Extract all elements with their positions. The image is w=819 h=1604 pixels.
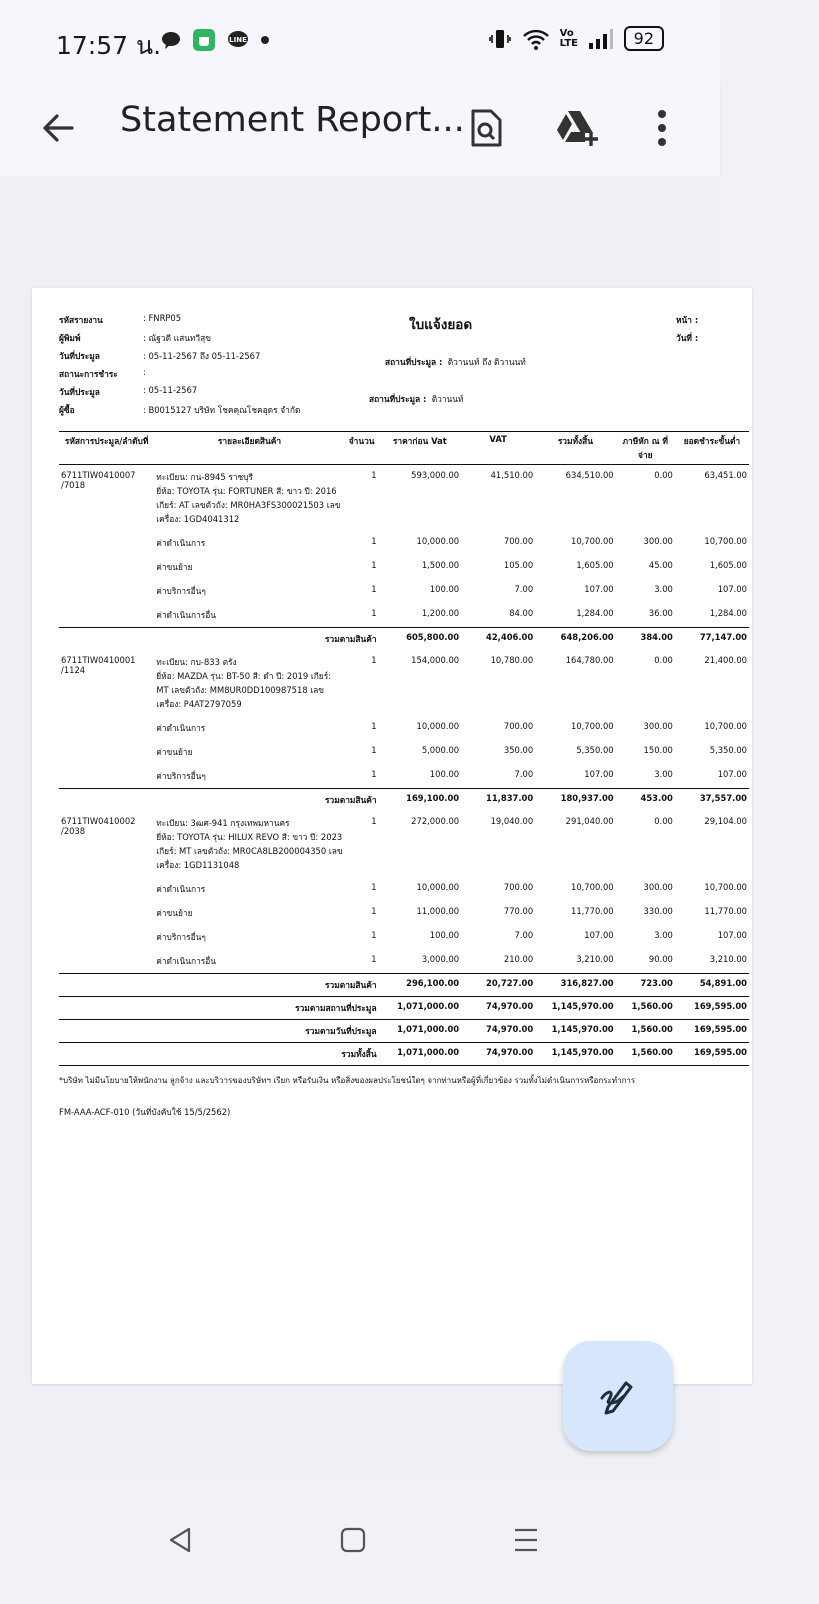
column-header: ยอดชำระขั้นต่ำ — [675, 432, 749, 465]
column-header: รายละเอียดสินค้า — [154, 432, 344, 465]
line-app-icon — [226, 28, 250, 52]
vehicle-description-cell: ทะเบียน: 3ฒศ-941 กรุงเทพมหานคร ยี่ห้อ: TOYOTA รุ่น: HILUX REVO สี: ขาว ปี: 2023 เกียร์: MT เลขตัวถัง: MR0CA8LB200004350 เลขเครื่อง: 1GD1131048 — [156, 818, 343, 870]
subtotal-label: รวมตามสินค้า — [59, 789, 379, 812]
amount-cell: 107.00 — [717, 584, 747, 594]
amount-cell: 5,350.00 — [576, 745, 614, 755]
notification-icons — [160, 28, 270, 52]
amount-cell: 10,700.00 — [704, 882, 747, 892]
location-range — [385, 355, 526, 369]
vibrate-icon — [488, 27, 512, 51]
auction-code-cell: 6711TIW0410002 /2038 — [61, 816, 136, 836]
auction-date: : 05-11-2567 ถึง 05-11-2567 — [143, 351, 261, 361]
shop-app-icon — [192, 28, 216, 52]
svg-text:LINE: LINE — [229, 36, 247, 44]
payment-status: : — [143, 367, 146, 377]
amount-cell: 1 — [371, 769, 377, 779]
wifi-icon — [522, 27, 550, 51]
location-range-label: สถานที่ประมูล : — [385, 357, 443, 367]
subtotal-amount: 54,891.00 — [675, 974, 749, 997]
amount-cell: 1,284.00 — [709, 608, 747, 618]
total-label: รวมทั้งสิ้น — [59, 1043, 379, 1066]
report-title: ใบแจ้งยอด — [409, 317, 473, 333]
amount-cell: 1,200.00 — [421, 608, 460, 618]
nav-recents-button[interactable] — [496, 1510, 556, 1570]
subtotal-amount: 316,827.00 — [535, 974, 615, 997]
amount-cell: 3,210.00 — [576, 954, 614, 964]
report-code-label: รหัสรายงาน — [59, 315, 103, 325]
status-bar — [0, 0, 720, 80]
amount-cell: 107.00 — [584, 769, 614, 779]
amount-cell: 10,000.00 — [416, 721, 460, 731]
fee-name-cell: ค่าดำเนินการ — [156, 884, 206, 894]
subtotal-amount: 605,800.00 — [379, 628, 462, 651]
subtotal-amount: 37,557.00 — [675, 789, 749, 812]
amount-cell: 350.00 — [503, 745, 534, 755]
report-content — [59, 313, 819, 1119]
amount-cell: 5,350.00 — [709, 745, 747, 755]
subtotal-amount: 180,937.00 — [535, 789, 615, 812]
amount-cell: 90.00 — [648, 954, 673, 964]
column-header: รวมทั้งสิ้น — [535, 432, 615, 465]
fee-row — [59, 716, 749, 740]
auction-date2: : 05-11-2567 — [143, 385, 198, 395]
fee-row — [59, 555, 749, 579]
empty-cell — [59, 716, 154, 740]
amount-cell: 100.00 — [429, 769, 460, 779]
amount-cell: 1 — [371, 536, 377, 546]
total-amount: 1,560.00 — [616, 1043, 675, 1066]
fee-name-cell: ค่าดำเนินการ — [156, 538, 206, 548]
table-body — [59, 465, 749, 1066]
document-title: Statement Report... — [120, 100, 465, 140]
total-amount: 74,970.00 — [461, 1043, 535, 1066]
amount-cell: 1 — [371, 721, 377, 731]
more-options-button[interactable] — [636, 102, 688, 154]
amount-cell: 1 — [371, 608, 377, 618]
empty-cell — [59, 949, 154, 974]
fee-name-cell: ค่าบริการอื่นๆ — [156, 932, 206, 942]
amount-cell: 100.00 — [429, 930, 460, 940]
fee-row — [59, 877, 749, 901]
amount-cell: 36.00 — [648, 608, 673, 618]
fee-name-cell: ค่าดำเนินการอื่น — [156, 956, 217, 966]
pdf-viewer[interactable] — [0, 176, 747, 1516]
page-label: หน้า : — [676, 315, 699, 325]
battery-indicator: 92 — [624, 26, 664, 51]
amount-cell: 10,700.00 — [704, 721, 747, 731]
fee-row — [59, 740, 749, 764]
subtotal-label: รวมตามสินค้า — [59, 974, 379, 997]
back-button[interactable] — [34, 104, 82, 152]
amount-cell: 1,605.00 — [709, 560, 747, 570]
amount-cell: 11,770.00 — [704, 906, 747, 916]
amount-cell: 5,000.00 — [421, 745, 460, 755]
fee-name-cell: ค่าดำเนินการ — [156, 723, 206, 733]
subtotal-amount: 20,727.00 — [461, 974, 535, 997]
amount-cell: 1 — [371, 584, 377, 594]
subtotal-amount: 648,206.00 — [535, 628, 615, 651]
total-amount: 1,071,000.00 — [379, 997, 462, 1020]
auction-date2-label: วันที่ประมูล — [59, 387, 100, 397]
location — [369, 392, 464, 406]
amount-cell: 0.00 — [654, 816, 673, 826]
amount-cell: 107.00 — [584, 930, 614, 940]
amount-cell: 3.00 — [654, 584, 673, 594]
fee-name-cell: ค่าขนย้าย — [156, 747, 193, 757]
empty-cell — [59, 901, 154, 925]
amount-cell: 63,451.00 — [704, 470, 747, 480]
drive-add-icon — [555, 108, 601, 148]
amount-cell: 100.00 — [429, 584, 460, 594]
menu-lines-icon — [511, 1525, 541, 1555]
buyer-label: ผู้ซื้อ — [59, 405, 75, 415]
dot-icon — [260, 35, 270, 45]
fee-name-cell: ค่าขนย้าย — [156, 908, 193, 918]
amount-cell: 10,700.00 — [570, 721, 614, 731]
nav-back-button[interactable] — [150, 1510, 210, 1570]
total-label: รวมตามวันที่ประมูล — [59, 1020, 379, 1043]
payment-status-label: สถานะการชำระ — [59, 369, 118, 379]
amount-cell: 1 — [371, 560, 377, 570]
column-header: ราคาก่อน Vat — [379, 432, 462, 465]
amount-cell: 700.00 — [503, 536, 534, 546]
empty-cell — [59, 579, 154, 603]
vehicle-description-cell: ทะเบียน: กบ-833 ตรัง ยี่ห้อ: MAZDA รุ่น: BT-50 สี: ดำ ปี: 2019 เกียร์: MT เลขตัวถัง: MM8UR0DD100987518 เลขเครื่อง: P4AT2797059 — [156, 657, 332, 709]
edit-fab-button[interactable] — [563, 1341, 673, 1451]
vehicle-row — [59, 465, 749, 532]
status-right — [488, 26, 664, 51]
subtotal-amount: 384.00 — [616, 628, 675, 651]
subtotal-amount: 77,147.00 — [675, 628, 749, 651]
fee-name-cell: ค่าดำเนินการอื่น — [156, 610, 217, 620]
amount-cell: 107.00 — [717, 769, 747, 779]
save-to-drive-button[interactable] — [552, 102, 604, 154]
date-label: วันที่ : — [676, 333, 699, 343]
subtotal-row — [59, 974, 749, 997]
subtotal-amount: 723.00 — [616, 974, 675, 997]
amount-cell: 210.00 — [503, 954, 534, 964]
column-header: VAT — [461, 432, 535, 465]
subtotal-amount: 296,100.00 — [379, 974, 462, 997]
document-search-icon — [468, 108, 504, 148]
amount-cell: 29,104.00 — [704, 816, 747, 826]
amount-cell: 10,700.00 — [570, 882, 614, 892]
amount-cell: 1 — [371, 930, 377, 940]
amount-cell: 21,400.00 — [704, 655, 747, 665]
total-row — [59, 997, 749, 1020]
total-amount: 1,560.00 — [616, 1020, 675, 1043]
printer: : ณัฐวดี แสนทวีสุข — [143, 333, 211, 343]
total-amount: 1,071,000.00 — [379, 1043, 462, 1066]
amount-cell: 1 — [371, 745, 377, 755]
fee-row — [59, 764, 749, 789]
empty-cell — [59, 740, 154, 764]
total-row — [59, 1020, 749, 1043]
amount-cell: 3,000.00 — [421, 954, 460, 964]
amount-cell: 10,700.00 — [570, 536, 614, 546]
location-range-value: ติวานนท์ ถึง ติวานนท์ — [447, 357, 526, 367]
amount-cell: 770.00 — [503, 906, 534, 916]
empty-cell — [59, 925, 154, 949]
pdf-page — [32, 288, 752, 1384]
fee-row — [59, 603, 749, 628]
vehicle-row — [59, 650, 749, 716]
amount-cell: 300.00 — [643, 536, 673, 546]
app-bar — [0, 80, 720, 176]
auction-date-label: วันที่ประมูล — [59, 351, 100, 361]
amount-cell: 1,605.00 — [576, 560, 614, 570]
total-amount: 1,145,970.00 — [535, 1043, 615, 1066]
buyer: : B0015127 บริษัท โชคคุณโชคอุดร จำกัด — [143, 405, 301, 415]
amount-cell: 300.00 — [643, 882, 673, 892]
amount-cell: 10,000.00 — [416, 882, 460, 892]
form-number: FM-AAA-ACF-010 (วันที่บังคับใช้ 15/5/2562) — [59, 1107, 231, 1117]
subtotal-amount: 11,837.00 — [461, 789, 535, 812]
amount-cell: 0.00 — [654, 655, 673, 665]
amount-cell: 700.00 — [503, 721, 534, 731]
total-amount: 169,595.00 — [675, 1043, 749, 1066]
amount-cell: 164,780.00 — [565, 655, 614, 665]
amount-cell: 107.00 — [584, 584, 614, 594]
amount-cell: 634,510.00 — [565, 470, 614, 480]
pen-edit-icon — [596, 1374, 640, 1418]
amount-cell: 41,510.00 — [490, 470, 534, 480]
amount-cell: 1 — [371, 655, 377, 665]
amount-cell: 330.00 — [643, 906, 673, 916]
amount-cell: 3.00 — [654, 930, 673, 940]
printer-label: ผู้พิมพ์ — [59, 333, 81, 343]
amount-cell: 11,770.00 — [570, 906, 614, 916]
statement-table — [59, 431, 749, 1066]
disclaimer-note: *บริษัท ไม่มีนโยบายให้พนักงาน ลูกจ้าง และบริวารของบริษัทฯ เรียก หรือรับเงิน หรือสิ่งของผลประโยชน์ใดๆ จากท่านหรือผู้ที่เกี่ยวข้อง รวมทั้งไม่ดำเนินการหรือกระทำการ — [59, 1076, 636, 1085]
status-time: 17:57 น. — [56, 31, 162, 60]
table-header — [59, 432, 749, 465]
amount-cell: 291,040.00 — [565, 816, 614, 826]
amount-cell: 3,210.00 — [709, 954, 747, 964]
amount-cell: 700.00 — [503, 882, 534, 892]
total-amount: 1,560.00 — [616, 997, 675, 1020]
total-amount: 1,145,970.00 — [535, 1020, 615, 1043]
total-row — [59, 1043, 749, 1066]
square-home-icon — [339, 1526, 367, 1554]
subtotal-row — [59, 789, 749, 812]
amount-cell: 1 — [371, 954, 377, 964]
triangle-back-icon — [165, 1525, 195, 1555]
location-value: ติวานนท์ — [431, 394, 464, 404]
amount-cell: 7.00 — [514, 930, 534, 940]
arrow-left-icon — [40, 110, 76, 146]
fee-name-cell: ค่าบริการอื่นๆ — [156, 586, 206, 596]
fee-name-cell: ค่าขนย้าย — [156, 562, 193, 572]
amount-cell: 1 — [371, 816, 377, 826]
amount-cell: 7.00 — [514, 584, 534, 594]
report-code: : FNRP05 — [143, 313, 182, 323]
amount-cell: 1 — [371, 906, 377, 916]
amount-cell: 1 — [371, 882, 377, 892]
total-label: รวมตามสถานที่ประมูล — [59, 997, 379, 1020]
vehicle-row — [59, 811, 749, 877]
location-label: สถานที่ประมูล : — [369, 394, 427, 404]
subtotal-amount: 169,100.00 — [379, 789, 462, 812]
amount-cell: 107.00 — [717, 930, 747, 940]
auction-code-cell: 6711TIW0410001 /1124 — [61, 655, 136, 675]
chat-bubble-icon — [160, 29, 182, 51]
volte-label: Vo LTE — [559, 27, 579, 49]
report-header — [59, 313, 819, 431]
auction-code-cell: 6711TIW0410007 /7018 — [61, 470, 136, 490]
system-navigation-bar — [0, 1480, 720, 1604]
empty-cell — [59, 877, 154, 901]
amount-cell: 272,000.00 — [411, 816, 460, 826]
amount-cell: 1,500.00 — [421, 560, 460, 570]
more-vert-icon — [656, 108, 668, 148]
total-amount: 74,970.00 — [461, 1020, 535, 1043]
total-amount: 1,145,970.00 — [535, 997, 615, 1020]
nav-home-button[interactable] — [323, 1510, 383, 1570]
empty-cell — [59, 531, 154, 555]
amount-cell: 154,000.00 — [411, 655, 460, 665]
column-header: ภาษีหัก ณ ที่จ่าย — [616, 432, 675, 465]
find-in-document-button[interactable] — [460, 102, 512, 154]
empty-cell — [59, 603, 154, 628]
amount-cell: 0.00 — [654, 470, 673, 480]
subtotal-amount: 453.00 — [616, 789, 675, 812]
amount-cell: 45.00 — [648, 560, 673, 570]
fee-row — [59, 949, 749, 974]
signal-icon — [588, 28, 614, 50]
amount-cell: 19,040.00 — [490, 816, 534, 826]
amount-cell: 84.00 — [509, 608, 534, 618]
empty-cell — [59, 764, 154, 789]
empty-cell — [59, 555, 154, 579]
total-amount: 1,071,000.00 — [379, 1020, 462, 1043]
total-amount: 74,970.00 — [461, 997, 535, 1020]
amount-cell: 593,000.00 — [411, 470, 460, 480]
amount-cell: 3.00 — [654, 769, 673, 779]
vehicle-description-cell: ทะเบียน: กน-8945 ราชบุรี ยี่ห้อ: TOYOTA รุ่น: FORTUNER สี: ขาว ปี: 2016 เกียร์: AT เลขตัวถัง: MR0HA3FS300021503 เลขเครื่อง: 1GD4041312 — [156, 472, 341, 524]
amount-cell: 10,000.00 — [416, 536, 460, 546]
total-amount: 169,595.00 — [675, 997, 749, 1020]
subtotal-amount: 42,406.00 — [461, 628, 535, 651]
amount-cell: 7.00 — [514, 769, 534, 779]
fee-row — [59, 901, 749, 925]
amount-cell: 105.00 — [503, 560, 534, 570]
subtotal-row — [59, 628, 749, 651]
fee-row — [59, 925, 749, 949]
amount-cell: 1 — [371, 470, 377, 480]
fee-row — [59, 531, 749, 555]
amount-cell: 11,000.00 — [416, 906, 460, 916]
subtotal-label: รวมตามสินค้า — [59, 628, 379, 651]
total-amount: 169,595.00 — [675, 1020, 749, 1043]
amount-cell: 1,284.00 — [576, 608, 614, 618]
amount-cell: 10,700.00 — [704, 536, 747, 546]
fee-row — [59, 579, 749, 603]
amount-cell: 300.00 — [643, 721, 673, 731]
column-header: รหัสการประมูล/ลำดับที่ — [59, 432, 154, 465]
column-header: จำนวน — [345, 432, 379, 465]
amount-cell: 150.00 — [643, 745, 673, 755]
amount-cell: 10,780.00 — [490, 655, 534, 665]
fee-name-cell: ค่าบริการอื่นๆ — [156, 771, 206, 781]
